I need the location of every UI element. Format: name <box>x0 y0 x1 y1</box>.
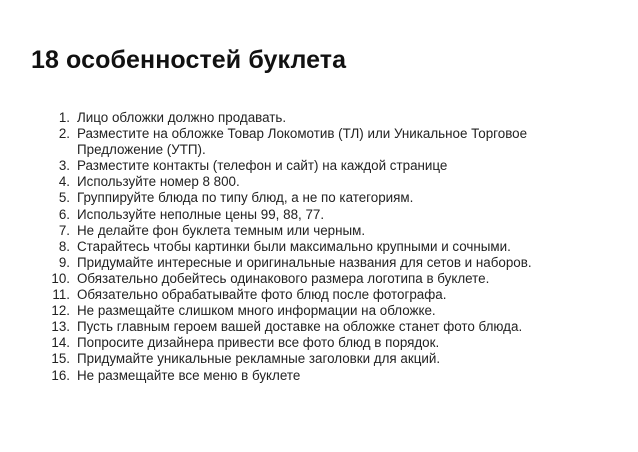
item-text: Обязательно добейтесь одинакового размера логотипа в буклете. <box>77 270 490 286</box>
item-text: Лицо обложки должно продавать. <box>77 110 287 125</box>
slide-title: 18 особенностей буклета <box>31 46 347 74</box>
item-number: 2. <box>58 126 70 142</box>
list-item <box>46 223 606 239</box>
list-item <box>46 271 606 287</box>
list-item <box>46 255 606 271</box>
item-text: Придумайте интересные и оригинальные названия для сетов и наборов. <box>77 254 532 270</box>
item-text: Не размещайте слишком много информации на обложке. <box>77 303 436 319</box>
item-number: 4. <box>58 174 70 190</box>
item-text: Группируйте блюда по типу блюд, а не по категориям. <box>77 190 414 206</box>
item-text: Разместите на обложке Товар Локомотив (ТЛ) или Уникальное Торговое Предложение (УТП). <box>77 126 528 158</box>
item-number: 10. <box>51 270 70 286</box>
list-item <box>46 126 606 158</box>
list-item <box>46 110 606 126</box>
list-item <box>46 207 606 223</box>
item-text: Используйте неполные цены 99, 88, 77. <box>77 206 325 222</box>
list-item <box>46 174 606 190</box>
list-item <box>46 303 606 319</box>
list-item <box>46 335 606 351</box>
item-number: 8. <box>58 238 70 254</box>
list-item <box>46 319 606 335</box>
item-number: 3. <box>58 158 70 174</box>
list-item <box>46 190 606 206</box>
list-item <box>46 287 606 303</box>
item-number: 12. <box>51 303 70 319</box>
item-text: Не размещайте все меню в буклете <box>77 367 301 383</box>
item-number: 6. <box>58 206 70 222</box>
item-number: 1. <box>58 110 70 125</box>
item-number: 13. <box>51 319 70 335</box>
list-item <box>46 351 606 367</box>
item-number: 15. <box>51 351 70 367</box>
item-text: Обязательно обрабатывайте фото блюд после фотографа. <box>77 287 447 303</box>
item-text: Придумайте уникальные рекламные заголовки для акций. <box>77 351 441 367</box>
item-number: 16. <box>51 367 70 383</box>
item-text: Используйте номер 8 800. <box>77 174 240 190</box>
item-number: 11. <box>52 287 70 303</box>
feature-list <box>46 110 606 384</box>
list-item <box>46 368 606 384</box>
item-text: Пусть главным героем вашей доставке на обложке станет фото блюда. <box>77 319 523 335</box>
item-text: Не делайте фон буклета темным или черным. <box>77 222 366 238</box>
item-text: Попросите дизайнера привести все фото блюд в порядок. <box>77 335 440 351</box>
item-number: 5. <box>58 190 70 206</box>
item-number: 14. <box>51 335 70 351</box>
item-text: Разместите контакты (телефон и сайт) на каждой странице <box>77 158 448 174</box>
item-number: 9. <box>58 254 70 270</box>
item-text: Старайтесь чтобы картинки были максимально крупными и сочными. <box>77 238 511 254</box>
item-number: 7. <box>58 222 70 238</box>
list-item <box>46 158 606 174</box>
list-item <box>46 239 606 255</box>
